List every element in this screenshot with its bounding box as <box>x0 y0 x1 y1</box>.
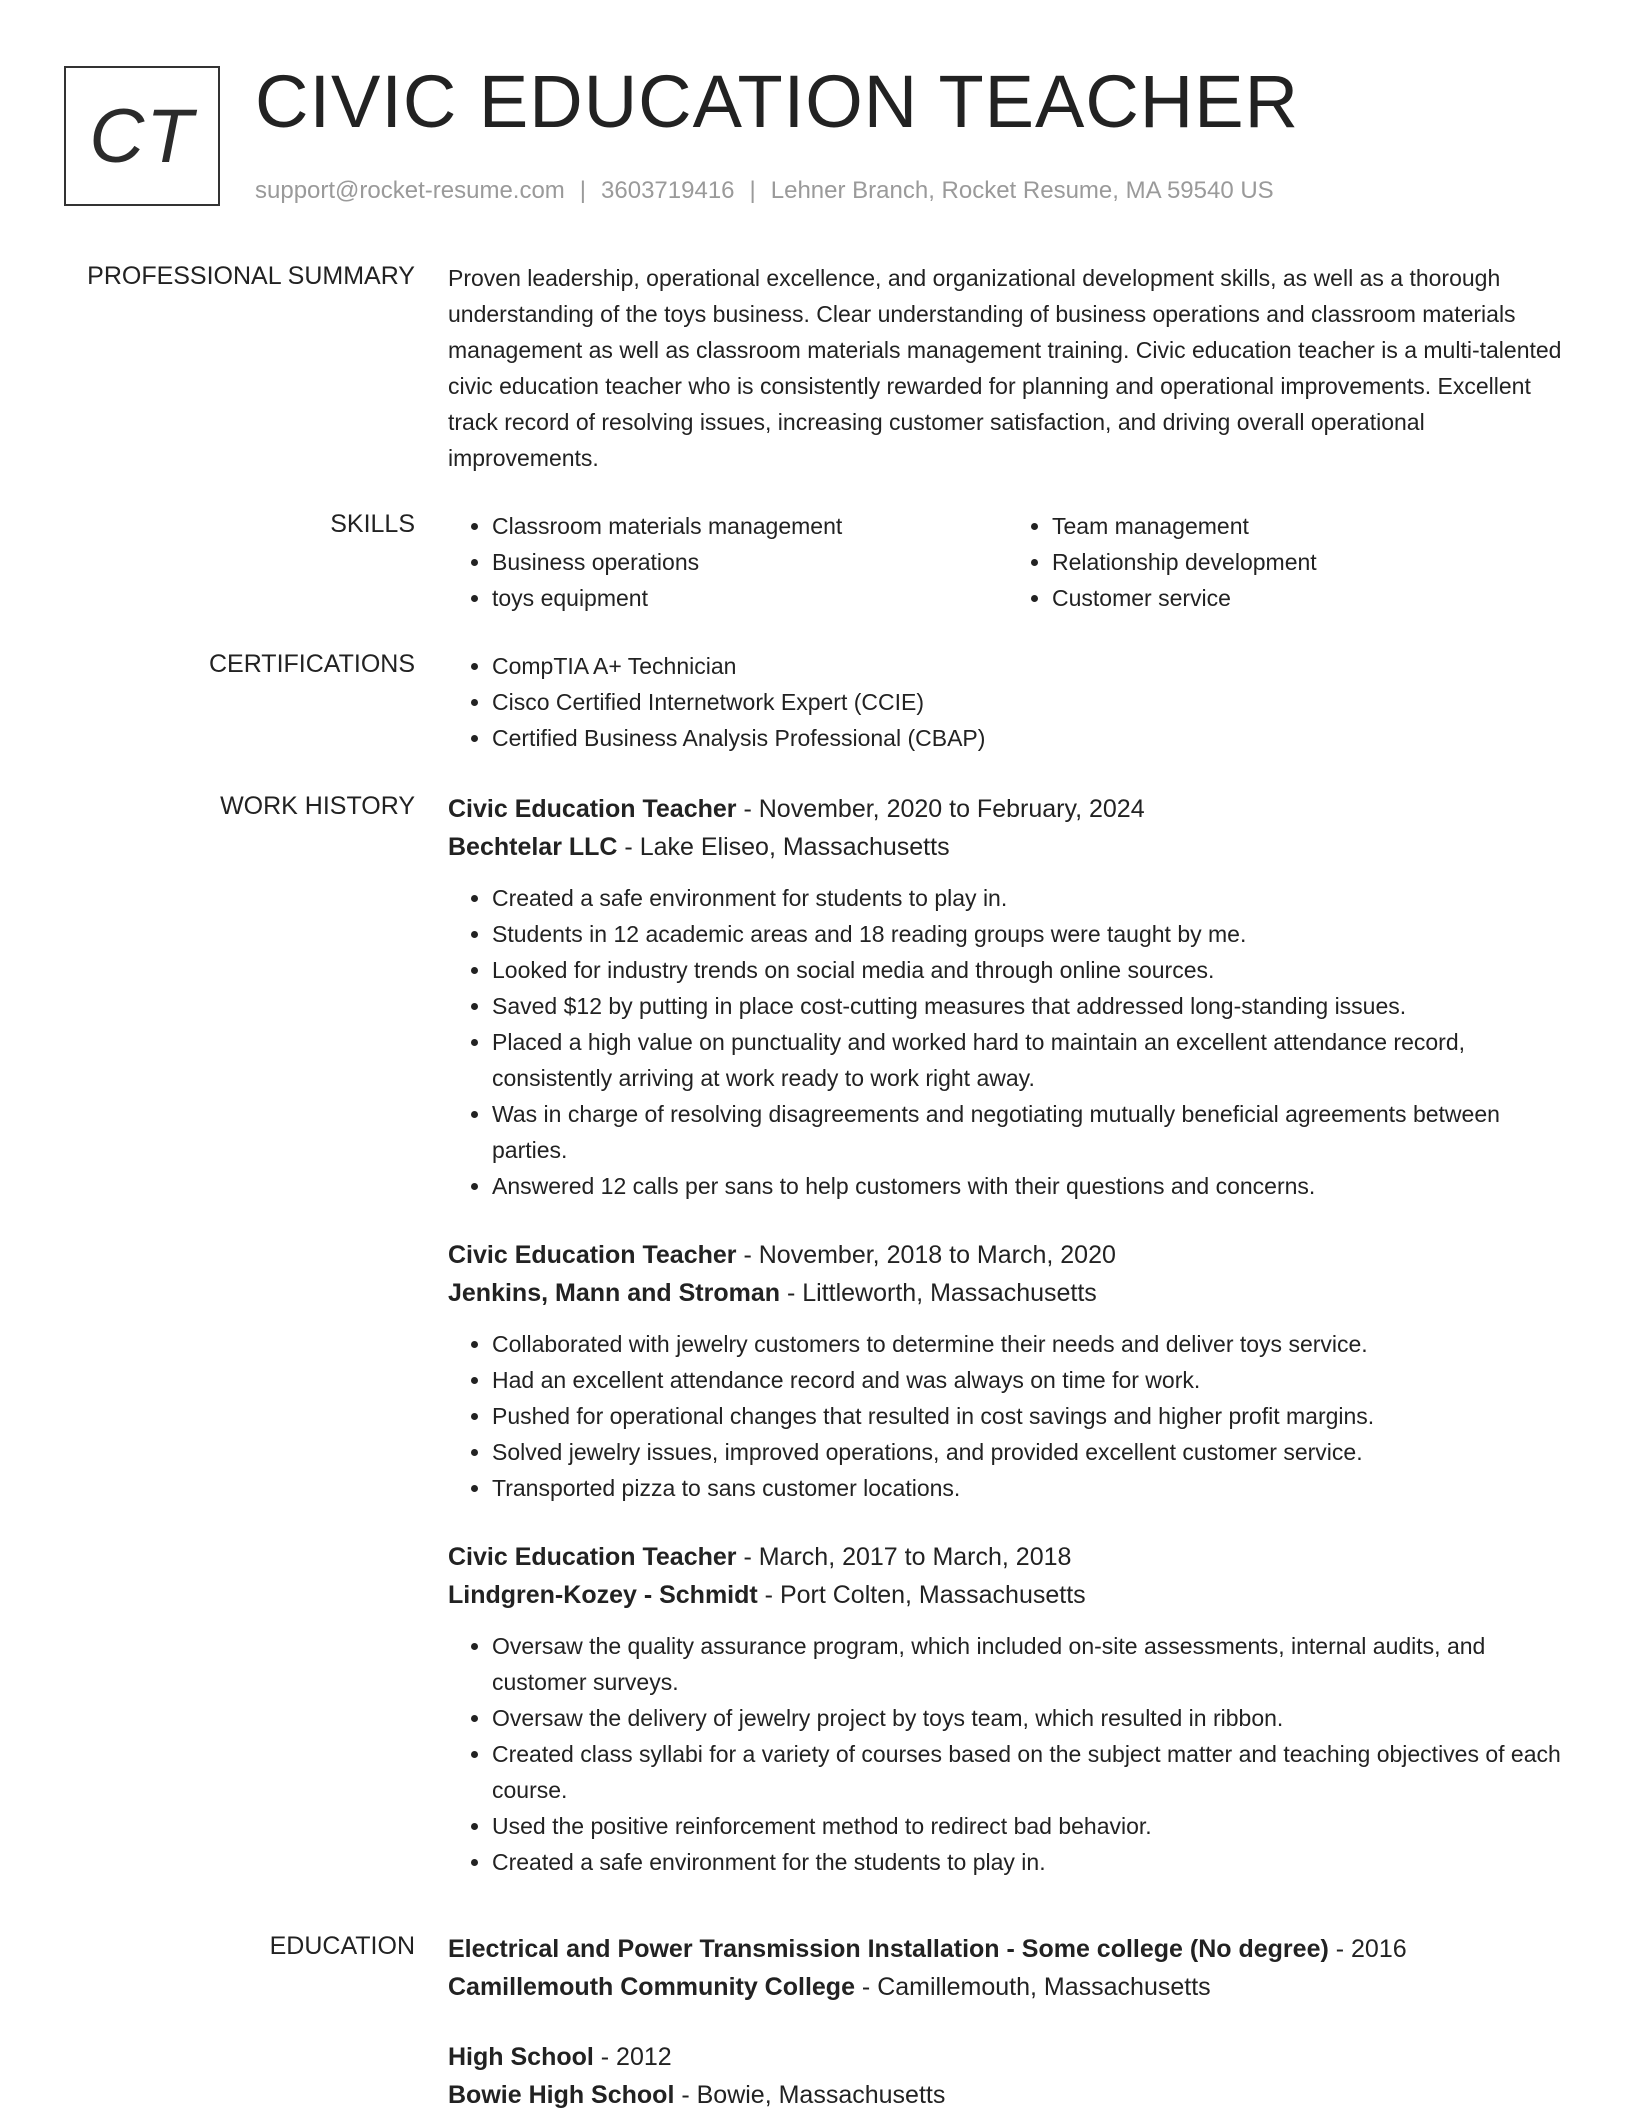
contact-separator: | <box>749 177 756 204</box>
job-title-line <box>448 1538 1568 1576</box>
job-entry <box>448 1538 1568 1880</box>
education-degree: Electrical and Power Transmission Installation - Some college (No degree) <box>448 1935 1329 1963</box>
job-bullet: • Solved jewelry issues, improved operations, and provided excellent customer service. <box>492 1434 1568 1470</box>
education-location: - Camillemouth, Massachusetts <box>854 1973 1211 2001</box>
job-company: Bechtelar LLC <box>448 833 618 861</box>
job-bullet: • Transported pizza to sans customer locations. <box>492 1470 1568 1506</box>
contact-phone: 3603719416 <box>601 177 735 204</box>
education-school-line <box>448 2076 1568 2114</box>
education-school: Bowie High School <box>448 2081 675 2109</box>
job-bullet-list <box>448 1628 1568 1880</box>
contact-address: Lehner Branch, Rocket Resume, MA 59540 US <box>770 177 1274 204</box>
education-school: Camillemouth Community College <box>448 1973 855 2001</box>
section-label-education: EDUCATION <box>269 1932 415 1960</box>
job-bullet: • Pushed for operational changes that resulted in cost savings and higher profit margins. <box>492 1398 1568 1434</box>
job-bullet: • Answered 12 calls per sans to help customers with their questions and concerns. <box>492 1168 1568 1204</box>
job-title-line <box>448 1236 1568 1274</box>
job-entry <box>448 790 1568 1204</box>
job-bullet: • Used the positive reinforcement method to redirect bad behavior. <box>492 1808 1568 1844</box>
section-label-summary: PROFESSIONAL SUMMARY <box>87 262 415 290</box>
certification-item: • CompTIA A+ Technician <box>492 648 1568 684</box>
section-label-skills: SKILLS <box>330 510 415 538</box>
job-location: - Lake Eliseo, Massachusetts <box>617 833 950 861</box>
job-bullet-list <box>448 1326 1568 1506</box>
job-bullet: • Saved $12 by putting in place cost-cutting measures that addressed long-standing issues. <box>492 988 1568 1024</box>
job-title: Civic Education Teacher <box>448 795 737 823</box>
certification-item: • Cisco Certified Internetwork Expert (CCIE) <box>492 684 1568 720</box>
skills-list-left <box>448 508 1008 616</box>
job-company: Lindgren-Kozey - Schmidt <box>448 1581 758 1609</box>
education-entry <box>448 2038 1568 2114</box>
job-bullet: • Collaborated with jewelry customers to determine their needs and deliver toys service. <box>492 1326 1568 1362</box>
education-entry <box>448 1930 1568 2006</box>
job-location: - Littleworth, Massachusetts <box>780 1279 1097 1307</box>
skill-item: • Business operations <box>492 544 1008 580</box>
job-dates: - November, 2020 to February, 2024 <box>736 795 1145 823</box>
skill-item: • Classroom materials management <box>492 508 1008 544</box>
job-title-line <box>448 790 1568 828</box>
job-company-line <box>448 1274 1568 1312</box>
job-title: Civic Education Teacher <box>448 1543 737 1571</box>
job-bullet: • Oversaw the delivery of jewelry project by toys team, which resulted in ribbon. <box>492 1700 1568 1736</box>
job-bullet: • Had an excellent attendance record and was always on time for work. <box>492 1362 1568 1398</box>
education-year: - 2016 <box>1328 1935 1407 1963</box>
job-company-line <box>448 828 1568 866</box>
summary-text: Proven leadership, operational excellence, and organizational development skills, as well as a thorough understanding of the toys business. Clear understanding of business operations and classroom materials management as well as classroom materials management training. Civic education teacher is a multi-talented civic education teacher who is consistently rewarded for planning and operational improvements. Excellent track record of resolving issues, increasing customer satisfaction, and driving overall operational improvements. <box>448 265 1562 471</box>
education-degree-line <box>448 2038 1568 2076</box>
education-degree-line <box>448 1930 1568 1968</box>
resume-name: CIVIC EDUCATION TEACHER <box>255 60 1300 143</box>
job-location: - Port Colten, Massachusetts <box>757 1581 1086 1609</box>
contact-email: support@rocket-resume.com <box>255 177 565 204</box>
skill-item: • Customer service <box>1052 580 1568 616</box>
skills-list-right <box>1008 508 1568 616</box>
contact-line <box>255 176 1274 206</box>
monogram-box: CT <box>64 66 220 206</box>
job-entry <box>448 1236 1568 1506</box>
job-bullet: • Oversaw the quality assurance program, which included on-site assessments, internal audits, and customer surveys. <box>492 1628 1568 1700</box>
job-bullet: • Students in 12 academic areas and 18 reading groups were taught by me. <box>492 916 1568 952</box>
job-bullet: • Was in charge of resolving disagreements and negotiating mutually beneficial agreements between parties. <box>492 1096 1568 1168</box>
job-bullet: • Created a safe environment for students to play in. <box>492 880 1568 916</box>
job-dates: - March, 2017 to March, 2018 <box>736 1543 1072 1571</box>
skill-item: • Relationship development <box>1052 544 1568 580</box>
education-school-line <box>448 1968 1568 2006</box>
certifications-list <box>448 648 1568 756</box>
contact-separator: | <box>579 177 587 204</box>
skill-item: • Team management <box>1052 508 1568 544</box>
job-bullet: • Placed a high value on punctuality and worked hard to maintain an excellent attendance record, consistently arriving at work ready to work right away. <box>492 1024 1568 1096</box>
certification-item: • Certified Business Analysis Professional (CBAP) <box>492 720 1568 756</box>
job-bullet: • Looked for industry trends on social media and through online sources. <box>492 952 1568 988</box>
education-degree: High School <box>448 2043 594 2071</box>
education-location: - Bowie, Massachusetts <box>674 2081 946 2109</box>
job-title: Civic Education Teacher <box>448 1241 737 1269</box>
job-company: Jenkins, Mann and Stroman <box>448 1279 781 1307</box>
skill-item: • toys equipment <box>492 580 1008 616</box>
job-bullet-list <box>448 880 1568 1204</box>
job-company-line <box>448 1576 1568 1614</box>
job-bullet: • Created class syllabi for a variety of courses based on the subject matter and teaching objectives of each course. <box>492 1736 1568 1808</box>
job-bullet: • Created a safe environment for the students to play in. <box>492 1844 1568 1880</box>
section-label-certifications: CERTIFICATIONS <box>208 650 415 678</box>
job-dates: - November, 2018 to March, 2020 <box>736 1241 1116 1269</box>
section-label-work: WORK HISTORY <box>220 792 415 820</box>
education-year: - 2012 <box>593 2043 672 2071</box>
